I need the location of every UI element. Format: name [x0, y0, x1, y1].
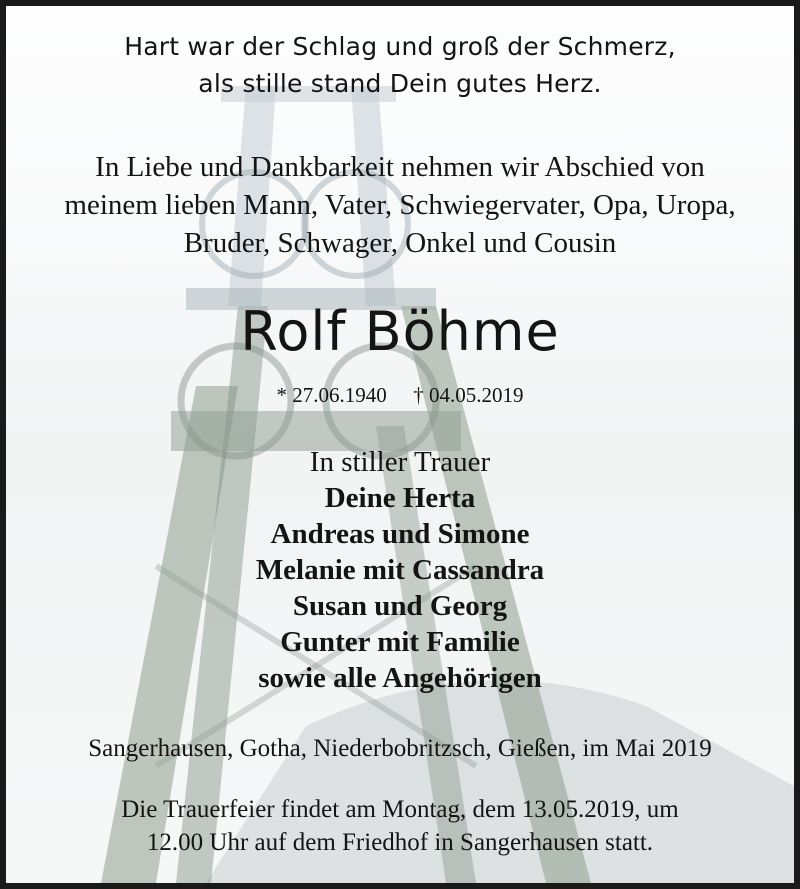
deceased-name: Rolf Böhme [240, 300, 560, 363]
verse-line-1: Hart war der Schlag und groß der Schmerz, [124, 32, 676, 61]
mourner-name: Susan und Georg [292, 590, 508, 622]
mourner-name: Deine Herta [324, 482, 476, 514]
death-date: † 04.05.2019 [413, 383, 524, 407]
mourner-name: sowie alle Angehörigen [258, 662, 542, 694]
intro-line-2: meinem lieben Mann, Vater, Schwiegervater, Opa, Uropa, [64, 189, 736, 221]
intro-line-1: In Liebe und Dankbarkeit nehmen wir Abschied von [95, 151, 705, 183]
verse-line-2: als stille stand Dein gutes Herz. [198, 69, 602, 98]
birth-date: * 27.06.1940 [276, 383, 387, 407]
mourner-name: Andreas und Simone [270, 518, 530, 550]
places-date-line: Sangerhausen, Gotha, Niederbobritzsch, Gießen, im Mai 2019 [88, 735, 712, 762]
life-dates [6, 383, 794, 408]
service-line-1: Die Trauerfeier findet am Montag, dem 13.05.2019, um [121, 796, 679, 823]
mourners-heading: In stiller Trauer [309, 446, 491, 478]
mourner-name: Gunter mit Familie [280, 626, 520, 658]
service-line-2: 12.00 Uhr auf dem Friedhof in Sangerhausen statt. [146, 829, 654, 856]
obituary-text [6, 6, 794, 883]
mourner-name: Melanie mit Cassandra [255, 554, 545, 586]
intro-line-3: Bruder, Schwager, Onkel und Cousin [183, 227, 617, 259]
obituary-card [6, 6, 794, 883]
